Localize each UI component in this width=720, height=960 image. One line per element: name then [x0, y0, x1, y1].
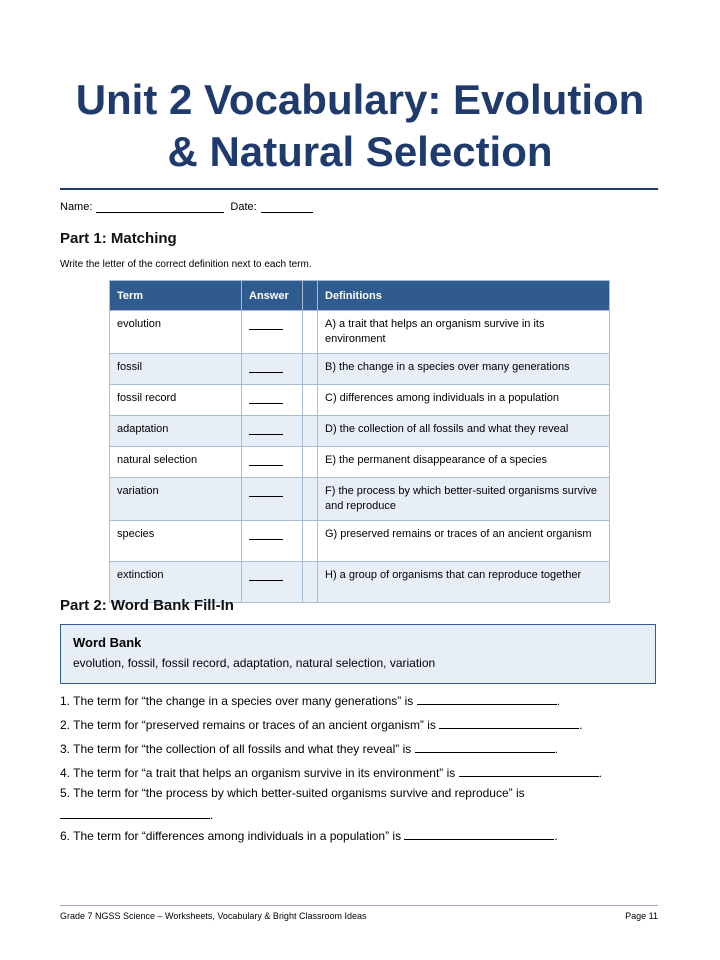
answer-cell[interactable]: [242, 416, 303, 447]
answer-blank[interactable]: [249, 360, 283, 373]
header-term: Term: [110, 281, 242, 311]
part1-instructions: Write the letter of the correct definition next to each term.: [60, 259, 312, 270]
table-row: [110, 521, 610, 562]
spacer-cell: [303, 521, 318, 562]
word-bank-title: Word Bank: [73, 635, 142, 650]
spacer-cell: [303, 447, 318, 478]
answer-cell[interactable]: [242, 447, 303, 478]
header-spacer: [303, 281, 318, 311]
question-1: [60, 692, 560, 708]
answer-cell[interactable]: [242, 354, 303, 385]
question-6: [60, 827, 558, 843]
title-divider: [60, 188, 658, 190]
answer-blank[interactable]: [249, 317, 283, 330]
name-label: Name:: [60, 201, 93, 213]
question-2: [60, 716, 583, 732]
table-row: [110, 311, 610, 354]
definition-cell: C) differences among individuals in a population: [318, 385, 610, 416]
question-1-period: .: [556, 694, 560, 708]
term-cell: species: [110, 521, 242, 562]
definition-cell: F) the process by which better-suited organisms survive and reproduce: [318, 478, 610, 521]
question-5-text: 5. The term for “the process by which better-suited organisms survive and reproduce” is: [60, 786, 525, 800]
footer-left-text: Grade 7 NGSS Science – Worksheets, Vocabulary & Bright Classroom Ideas: [60, 911, 367, 921]
question-5: [60, 786, 525, 800]
word-bank-words: evolution, fossil, fossil record, adaptation, natural selection, variation: [73, 656, 436, 670]
answer-blank[interactable]: [249, 527, 283, 540]
question-5-period: .: [210, 808, 214, 822]
part1-heading: Part 1: Matching: [60, 230, 177, 247]
term-cell: evolution: [110, 311, 242, 354]
name-blank[interactable]: [96, 202, 224, 213]
term-cell: extinction: [110, 562, 242, 603]
answer-blank[interactable]: [249, 422, 283, 435]
matching-table: [109, 280, 610, 603]
question-4-text: 4. The term for “a trait that helps an organism survive in its environment” is: [60, 766, 456, 780]
table-row: [110, 354, 610, 385]
answer-blank[interactable]: [249, 484, 283, 497]
part2-heading: Part 2: Word Bank Fill-In: [60, 597, 234, 614]
answer-cell[interactable]: [242, 478, 303, 521]
table-header-row: [110, 281, 610, 311]
spacer-cell: [303, 562, 318, 603]
term-cell: fossil: [110, 354, 242, 385]
date-blank[interactable]: [261, 202, 313, 213]
definition-cell: B) the change in a species over many generations: [318, 354, 610, 385]
table-row: [110, 447, 610, 478]
table-row: [110, 416, 610, 447]
question-1-text: 1. The term for “the change in a species over many generations” is: [60, 694, 414, 708]
spacer-cell: [303, 385, 318, 416]
title-line-1: Unit 2 Vocabulary: Evolution: [75, 76, 645, 123]
question-6-text: 6. The term for “differences among individuals in a population” is: [60, 829, 402, 843]
footer-divider: [60, 905, 658, 906]
answer-cell[interactable]: [242, 385, 303, 416]
question-4: [60, 764, 602, 780]
question-6-blank[interactable]: [404, 827, 554, 840]
term-cell: adaptation: [110, 416, 242, 447]
header-answer: Answer: [242, 281, 303, 311]
definition-cell: H) a group of organisms that can reproduce together: [318, 562, 610, 603]
page-number: Page 11: [625, 911, 658, 921]
answer-blank[interactable]: [249, 568, 283, 581]
table-row: [110, 385, 610, 416]
spacer-cell: [303, 416, 318, 447]
term-cell: fossil record: [110, 385, 242, 416]
question-3-text: 3. The term for “the collection of all fossils and what they reveal” is: [60, 742, 412, 756]
question-2-text: 2. The term for “preserved remains or traces of an ancient organism” is: [60, 718, 436, 732]
question-3: [60, 740, 558, 756]
term-cell: variation: [110, 478, 242, 521]
header-definitions: Definitions: [318, 281, 610, 311]
question-2-blank[interactable]: [439, 716, 579, 729]
question-4-blank[interactable]: [459, 764, 599, 777]
definition-cell: A) a trait that helps an organism survive in its environment: [318, 311, 610, 354]
word-bank-box: [60, 624, 656, 684]
question-4-period: .: [598, 766, 602, 780]
title-line-2: & Natural Selection: [167, 128, 553, 175]
answer-cell[interactable]: [242, 521, 303, 562]
question-5-answer-line: [60, 806, 213, 822]
answer-blank[interactable]: [249, 453, 283, 466]
spacer-cell: [303, 478, 318, 521]
question-6-period: .: [554, 829, 558, 843]
question-1-blank[interactable]: [417, 692, 557, 705]
question-5-blank[interactable]: [60, 806, 210, 819]
spacer-cell: [303, 311, 318, 354]
question-3-period: .: [554, 742, 558, 756]
spacer-cell: [303, 354, 318, 385]
definition-cell: D) the collection of all fossils and what they reveal: [318, 416, 610, 447]
definition-cell: G) preserved remains or traces of an ancient organism: [318, 521, 610, 562]
definition-cell: E) the permanent disappearance of a species: [318, 447, 610, 478]
question-3-blank[interactable]: [415, 740, 555, 753]
answer-cell[interactable]: [242, 311, 303, 354]
name-date-row: [60, 201, 313, 213]
date-label: Date:: [230, 201, 257, 213]
question-2-period: .: [579, 718, 583, 732]
table-row: [110, 478, 610, 521]
answer-blank[interactable]: [249, 391, 283, 404]
answer-cell[interactable]: [242, 562, 303, 603]
term-cell: natural selection: [110, 447, 242, 478]
page-title: [0, 74, 720, 178]
